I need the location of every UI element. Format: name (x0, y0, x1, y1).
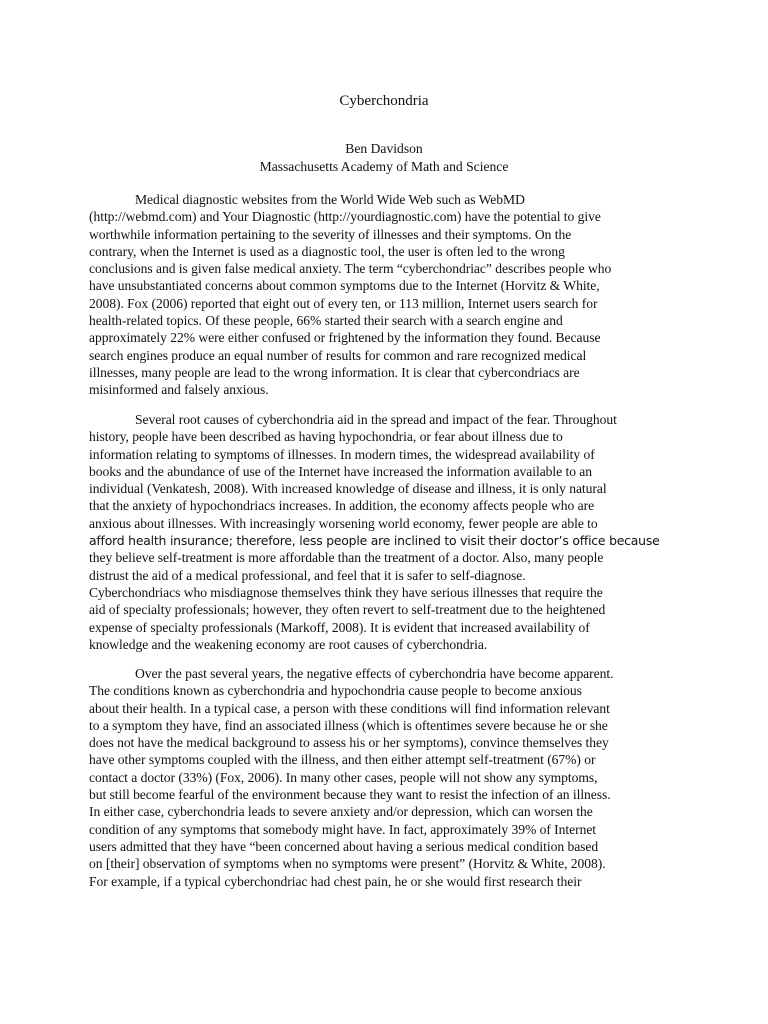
text-line: aid of specialty professionals; however, they often revert to self-treatment due to the heightened (89, 602, 606, 618)
text-line: Over the past several years, the negative effects of cyberchondria have become apparent. (135, 666, 614, 681)
text-line: illnesses, many people are lead to the wrong information. It is clear that cybercondriacs are (89, 364, 580, 380)
text-line: anxious about illnesses. With increasingly worsening world economy, fewer people are able to (89, 515, 598, 531)
text-line: information relating to symptoms of illnesses. In modern times, the widespread availability of (89, 446, 595, 462)
text-line: health-related topics. Of these people, 66% started their search with a search engine and (89, 313, 563, 329)
text-line: but still become fearful of the environment because they want to resist the infection of an illness. (89, 787, 611, 803)
text-line: have other symptoms coupled with the illness, and then either attempt self-treatment (67%) or (89, 752, 596, 768)
text-line: Medical diagnostic websites from the World Wide Web such as WebMD (135, 192, 525, 207)
text-line: have unsubstantiated concerns about common symptoms due to the Internet (Horvitz & White, (89, 278, 600, 294)
text-line: contact a doctor (33%) (Fox, 2006). In many other cases, people will not show any symptoms, (89, 769, 598, 785)
text-line: history, people have been described as having hypochondria, or fear about illness due to (89, 429, 563, 445)
text-line: search engines produce an equal number of results for common and rare recognized medical (89, 347, 587, 363)
text-line: knowledge and the weakening economy are root causes of cyberchondria. (89, 636, 488, 652)
text-line: misinformed and falsely anxious. (89, 382, 269, 398)
text-line: they believe self-treatment is more affordable than the treatment of a doctor. Also, many people (89, 550, 604, 566)
text-line: contrary, when the Internet is used as a diagnostic tool, the user is often led to the wrong (89, 243, 565, 259)
text-line: that the anxiety of hypochondriacs increases. In addition, the economy affects people who are (89, 498, 595, 514)
text-line: approximately 22% were either confused or frightened by the information they found. Because (89, 330, 601, 346)
paragraph-introduction (89, 191, 689, 399)
text-line: about their health. In a typical case, a person with these conditions will find information relevant (89, 700, 610, 716)
text-line: books and the abundance of use of the Internet have increased the information available to an (89, 463, 593, 479)
text-line: The conditions known as cyberchondria and hypochondria cause people to become anxious (89, 683, 582, 699)
paragraph-negative-effects (89, 665, 689, 890)
text-line: expense of specialty professionals (Markoff, 2008). It is evident that increased availability of (89, 619, 590, 635)
text-line: individual (Venkatesh, 2008). With increased knowledge of disease and illness, it is only natural (89, 481, 607, 497)
paragraph-root-causes (89, 411, 689, 653)
text-line: Cyberchondriacs who misdiagnose themselves think they have serious illnesses that require the (89, 584, 603, 600)
text-line: distrust the aid of a medical professional, and feel that it is safer to self-diagnose. (89, 567, 526, 583)
text-line: (http://webmd.com) and Your Diagnostic (http://yourdiagnostic.com) have the potential to give (89, 209, 601, 225)
document-title: Cyberchondria (339, 93, 429, 109)
text-line: worthwhile information pertaining to the severity of illnesses and their symptoms. On the (89, 226, 572, 242)
text-line: afford health insurance; therefore, less people are inclined to visit their doctor’s office because (89, 533, 660, 549)
text-line: on [their] observation of symptoms when no symptoms were present” (Horvitz & White, 2008). (89, 856, 606, 872)
text-line: does not have the medical background to assess his or her symptoms), convince themselves they (89, 735, 609, 751)
text-line: to a symptom they have, find an associated illness (which is oftentimes severe because he or she (89, 717, 608, 733)
text-line: In either case, cyberchondria leads to severe anxiety and/or depression, which can worsen the (89, 804, 593, 820)
text-line: 2008). Fox (2006) reported that eight out of every ten, or 113 million, Internet users search for (89, 295, 598, 311)
text-line: For example, if a typical cyberchondriac had chest pain, he or she would first research their (89, 873, 582, 889)
author-name: Ben Davidson (345, 141, 423, 156)
text-line: users admitted that they have “been concerned about having a serious medical condition based (89, 838, 599, 854)
author-affiliation: Massachusetts Academy of Math and Science (259, 159, 509, 174)
text-line: Several root causes of cyberchondria aid in the spread and impact of the fear. Throughout (135, 412, 617, 427)
text-line: condition of any symptoms that somebody might have. In fact, approximately 39% of Internet (89, 821, 597, 837)
text-line: conclusions and is given false medical anxiety. The term “cyberchondriac” describes people who (89, 261, 612, 277)
